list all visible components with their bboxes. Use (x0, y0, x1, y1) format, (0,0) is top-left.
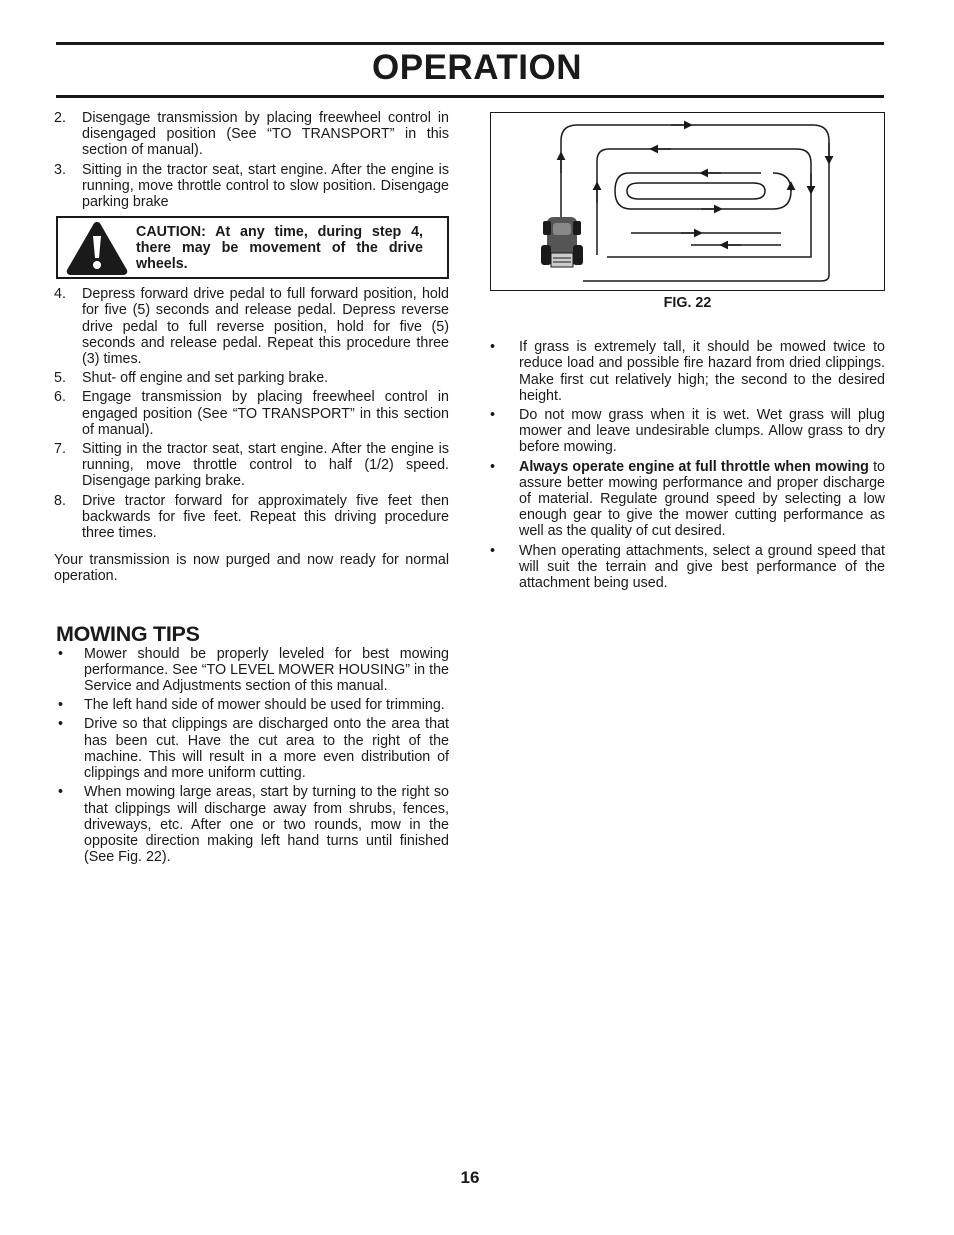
tip-body-text: When operating attachments, select a ground speed that will suit the terrain and give best performance of the attachment being used. (519, 542, 885, 592)
steps-list-part2 (54, 286, 449, 541)
tip-text: Drive so that clippings are discharged onto the area that has been cut. Have the cut area to the right of the machine. This will result in a more even distribution of clippings and more uniform cutting. (84, 716, 449, 782)
page-number: 16 (460, 1168, 480, 1187)
tip-text (519, 407, 885, 456)
step-number: 3. (54, 161, 66, 178)
bullet-glyph: • (58, 645, 64, 662)
step-number: 2. (54, 110, 66, 126)
bullet-glyph: • (490, 458, 496, 475)
step-item (54, 493, 449, 542)
section-heading: MOWING TIPS (56, 621, 200, 646)
list-item (490, 459, 885, 540)
header-rule-bottom (56, 95, 884, 98)
step-number: 7. (54, 441, 66, 458)
mowing-advice-list (490, 339, 885, 591)
list-item (54, 784, 449, 865)
tip-bold-text: Always operate engine at full throttle when mowing (519, 458, 869, 475)
tip-text (519, 543, 885, 592)
tip-text (519, 339, 885, 404)
bullet-glyph: • (490, 542, 496, 559)
step-number: 5. (54, 370, 66, 387)
step-text: Sitting in the tractor seat, start engine. After the engine is running, move throttle control to half (1/2) speed. Disengage parking brake. (82, 441, 449, 490)
step-text: Engage transmission by placing freewheel control in engaged position (See “TO TRANSPORT” in this section of manual). (82, 389, 449, 438)
tip-body-text: Do not mow grass when it is wet. Wet grass will plug mower and leave undesirable clumps. Allow grass to dry before mowing. (519, 407, 885, 456)
list-item (54, 646, 449, 695)
purge-note: Your transmission is now purged and now ready for normal operation. (54, 552, 449, 585)
mowing-pattern-figure (490, 112, 885, 291)
step-number: 4. (54, 286, 66, 303)
list-item (54, 716, 449, 781)
bullet-glyph: • (58, 716, 64, 733)
mowing-pattern-diagram (491, 113, 883, 289)
step-item (54, 389, 449, 438)
tip-text (519, 459, 885, 540)
step-item (54, 110, 449, 159)
step-item (54, 370, 449, 386)
step-text: Depress forward drive pedal to full forward position, hold for five (5) seconds and release pedal. Depress reverse drive pedal to full reverse position, hold for five (5) seconds and release pedal. Repeat this procedure three (3) times. (82, 286, 449, 368)
right-column (490, 112, 885, 594)
bullet-glyph: • (490, 407, 496, 424)
bullet-glyph: • (490, 339, 496, 356)
figure-caption: FIG. 22 (663, 295, 712, 311)
step-number: 6. (54, 389, 66, 406)
tractor-icon (541, 217, 583, 267)
step-item (54, 162, 449, 211)
step-item (54, 286, 449, 367)
tip-body-text: to assure better mowing performance and proper discharge of material. Regulate ground speed by selecting a low enough gear to give the mower cutting performance as well as the quality of cut desired. (519, 458, 885, 540)
bullet-glyph: • (58, 697, 64, 714)
list-item (490, 339, 885, 404)
header-rule-top (56, 42, 884, 45)
left-column (54, 110, 449, 868)
tip-text: When mowing large areas, start by turning to the right so that clippings will discharge away from shrubs, fences, driveways, etc. After one or two rounds, mow in the opposite direction making left hand turns until finished (See Fig. 22). (84, 784, 449, 866)
step-text: Sitting in the tractor seat, start engine. After the engine is running, move throttle control to slow position. Disengage parking brake (82, 161, 449, 211)
tip-text: The left hand side of mower should be used for trimming. (84, 697, 445, 714)
list-item (490, 407, 885, 456)
step-text: Shut- off engine and set parking brake. (82, 370, 329, 387)
caution-text: CAUTION: At any time, during step 4, there may be movement of the drive wheels. (136, 223, 423, 272)
list-item (490, 543, 885, 592)
step-number: 8. (54, 492, 66, 509)
step-text: Disengage transmission by placing freewheel control in disengaged position (See “TO TRANSPORT” in this section of manual). (82, 110, 449, 159)
mowing-tips-list (54, 646, 449, 866)
caution-box (56, 216, 449, 279)
list-item (54, 697, 449, 713)
step-text: Drive tractor forward for approximately five feet then backwards for five feet. Repeat this driving procedure three times. (82, 492, 449, 542)
steps-list-part1 (54, 110, 449, 210)
warning-triangle-icon (58, 220, 136, 276)
page-title: OPERATION (372, 48, 582, 87)
tip-body-text: If grass is extremely tall, it should be mowed twice to reduce load and possible fire hazard from dried clippings. Make first cut relatively high; the second to the desired height. (519, 339, 885, 404)
bullet-glyph: • (58, 784, 64, 801)
tip-text: Mower should be properly leveled for best mowing performance. See “TO LEVEL MOWER HOUSING” in the Service and Adjustments section of this manual. (84, 645, 449, 695)
step-item (54, 441, 449, 490)
